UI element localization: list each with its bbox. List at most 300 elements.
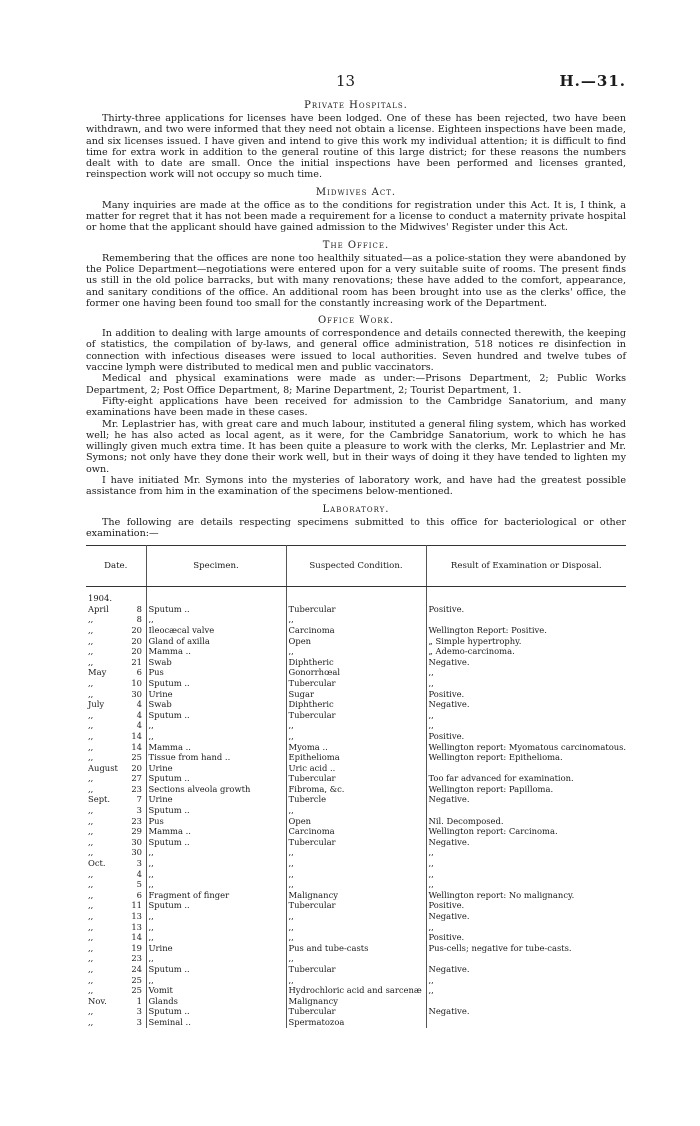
day: 23 [131,953,142,964]
result-cell: ,, [428,879,434,890]
day: 8 [136,603,142,614]
day: 6 [136,667,142,678]
month: ,, [88,932,94,943]
month: ,, [88,773,94,784]
condition-cell: ,, [286,879,426,890]
date-cell [86,604,146,615]
date-cell [86,752,146,763]
table-row [86,646,626,657]
table-row [86,911,626,922]
specimen-cell: Seminal .. [146,1017,286,1028]
day: 20 [131,635,142,646]
table-row-year [86,587,626,604]
paragraph: I have initiated Mr. Symons into the mysteries of laboratory work, and have had the greatest possible assistance from him in the examination of the specimens below-mentioned. [86,475,626,498]
month: ,, [88,752,94,763]
specimen-cell: Pus [146,667,286,678]
table-header-row [86,546,626,587]
day: 25 [131,974,142,985]
specimen-cell: ,, [146,614,286,625]
result-cell: ,, [428,868,434,879]
document-reference: H.—31. [559,72,626,90]
specimen-cell: Sputum .. [146,604,286,615]
specimen-cell: Sputum .. [146,805,286,816]
specimen-cell: Urine [146,689,286,700]
date-cell [86,847,146,858]
specimen-cell: Fragment of finger [146,890,286,901]
condition-cell: ,, [286,614,426,625]
month: ,, [88,709,94,720]
result-cell: Negative. [428,1006,470,1017]
date-cell [86,699,146,710]
day: 20 [131,646,142,657]
date-cell [86,911,146,922]
month: Oct. [88,858,106,869]
date-cell [86,667,146,678]
month: ,, [88,911,94,922]
day: 25 [131,985,142,996]
day: 30 [131,836,142,847]
date-cell [86,646,146,657]
table-row [86,837,626,848]
date-cell [86,837,146,848]
month: ,, [88,868,94,879]
result-cell: Negative. [428,836,470,847]
specimen-cell: Gland of axilla [146,636,286,647]
month: ,, [88,889,94,900]
condition-cell: Spermatozoa [286,1017,426,1028]
date-cell [86,720,146,731]
day: 7 [136,794,142,805]
month: ,, [88,805,94,816]
date-cell [86,879,146,890]
section-title-the-office: The Office. [322,239,390,251]
day: 30 [131,688,142,699]
month: ,, [88,985,94,996]
table-row [86,975,626,986]
table-row [86,879,626,890]
paragraph: Many inquiries are made at the office as to the conditions for registration under this Act. It is, I think, a matter for regret that it has not been made a requirement for a license to conduct a maternity private hospital or home that the applicant should have gained admission to the Midwives' Register under this Act. [86,199,626,234]
result-cell: „ Ademo-carcinoma. [428,646,515,657]
day: 25 [131,752,142,763]
date-cell [86,826,146,837]
table-row [86,1006,626,1017]
column-header-specimen: Specimen. [146,546,286,587]
month: ,, [88,900,94,911]
day: 3 [136,1016,142,1027]
specimen-cell: Sputum .. [146,837,286,848]
table-row [86,794,626,805]
specimen-cell: Mamma .. [146,646,286,657]
specimen-cell: ,, [146,922,286,933]
result-cell: Positive. [428,603,465,614]
condition-cell: ,, [286,731,426,742]
condition-cell: Uric acid .. [286,763,426,774]
condition-cell: Tubercular [286,604,426,615]
date-cell [86,614,146,625]
condition-cell: ,, [286,953,426,964]
condition-cell: Myoma .. [286,742,426,753]
date-cell [86,953,146,964]
month: ,, [88,963,94,974]
day: 20 [131,624,142,635]
date-cell [86,1006,146,1017]
table-row [86,742,626,753]
table-row [86,689,626,700]
month: ,, [88,974,94,985]
month: ,, [88,1006,94,1017]
table-row [86,922,626,933]
condition-cell: Carcinoma [286,826,426,837]
date-cell [86,657,146,668]
specimen-cell: Ileocæcal valve [146,625,286,636]
condition-cell: Tubercular [286,773,426,784]
result-cell: ,, [428,858,434,869]
table-row [86,869,626,880]
month: ,, [88,614,94,625]
condition-cell: ,, [286,932,426,943]
month: ,, [88,783,94,794]
specimen-cell: Urine [146,943,286,954]
day: 14 [131,741,142,752]
paragraph: The following are details respecting specimens submitted to this office for bacteriological or other examination:— [86,516,626,539]
specimen-cell: Vomit [146,985,286,996]
specimen-cell: ,, [146,847,286,858]
day: 23 [131,815,142,826]
day: 14 [131,730,142,741]
condition-cell: Malignancy [286,890,426,901]
day: 24 [131,963,142,974]
day: 19 [131,942,142,953]
paragraph: Thirty-three applications for licenses have been lodged. One of these has been rejected, two have been withdrawn, and two were informed that they need not obtain a license. Eighteen inspections have been made, and six licenses issued. I have given and intend to give this work my individual attention; it is difficult to find time for extra work in addition to the general routine of this large district; for these reasons the numbers dealt with to date are small. Once the initial inspections have been performed and licenses granted, reinspection work will not occupy so much time. [86,113,626,181]
day: 6 [136,889,142,900]
column-header-condition: Suspected Condition. [286,546,426,587]
date-cell [86,742,146,753]
specimen-cell: Sputum .. [146,900,286,911]
month: ,, [88,1016,94,1027]
table-row [86,985,626,996]
date-cell [86,1017,146,1028]
specimen-cell: Sputum .. [146,710,286,721]
month: ,, [88,656,94,667]
paragraph: In addition to dealing with large amounts of correspondence and details connected therewith, the keeping of statistics, the compilation of by-laws, and general office administration, 518 notices re disinfection in connection with infectious diseases were issued to local authorities. Seven hundred and twelve tubes of vaccine lymph were distributed to medical men and public vaccinators. [86,328,626,374]
result-cell: Nil. Decomposed. [428,815,504,826]
document-page [86,72,626,1028]
date-cell [86,794,146,805]
condition-cell: Hydrochloric acid and sarcenæ [286,985,426,996]
specimen-cell: Swab [146,657,286,668]
table-row [86,710,626,721]
condition-cell: Tubercular [286,678,426,689]
month: ,, [88,836,94,847]
table-row [86,731,626,742]
result-cell: Wellington report: Epithelioma. [428,752,563,763]
table-row [86,773,626,784]
table-row [86,847,626,858]
condition-cell: ,, [286,922,426,933]
date-cell [86,731,146,742]
month: ,, [88,635,94,646]
specimen-cell: Swab [146,699,286,710]
date-cell [86,869,146,880]
result-cell: ,, [428,677,434,688]
specimen-cell: Sputum .. [146,678,286,689]
condition-cell: Diphtheric [286,699,426,710]
table-row [86,784,626,795]
specimen-cell: ,, [146,858,286,869]
day: 4 [136,720,142,731]
month: ,, [88,730,94,741]
result-cell: ,, [428,847,434,858]
table-row [86,953,626,964]
result-cell: ,, [428,985,434,996]
month: Sept. [88,794,111,805]
column-header-result: Result of Examination or Disposal. [426,546,626,587]
condition-cell: ,, [286,805,426,816]
condition-cell: Sugar [286,689,426,700]
date-cell [86,858,146,869]
condition-cell: Tubercular [286,964,426,975]
table-row [86,900,626,911]
date-cell [86,975,146,986]
result-cell: Negative. [428,963,470,974]
date-cell [86,996,146,1007]
date-cell [86,678,146,689]
table-row [86,625,626,636]
condition-cell: Open [286,636,426,647]
month: ,, [88,741,94,752]
date-cell [86,710,146,721]
column-header-date: Date. [86,546,146,587]
table-row [86,932,626,943]
month: July [88,699,105,710]
result-cell: Negative. [428,656,470,667]
date-cell [86,636,146,647]
table-row [86,858,626,869]
result-cell: ,, [428,709,434,720]
condition-cell: ,, [286,847,426,858]
specimen-cell: Glands [146,996,286,1007]
day: 13 [131,911,142,922]
date-cell [86,964,146,975]
condition-cell: Tubercular [286,837,426,848]
day: 27 [131,773,142,784]
result-cell: Wellington report: No malignancy. [428,889,575,900]
section-title-office-work: Office Work. [317,315,395,327]
month: ,, [88,879,94,890]
table-row [86,657,626,668]
month: ,, [88,688,94,699]
result-cell: Wellington Report: Positive. [428,624,547,635]
specimen-cell: ,, [146,975,286,986]
section-title-laboratory: Laboratory. [322,503,390,515]
result-cell [426,953,626,964]
condition-cell: Malignancy [286,996,426,1007]
condition-cell: Tubercular [286,710,426,721]
table-row [86,1017,626,1028]
specimen-cell: Sputum .. [146,1006,286,1017]
specimen-cell: ,, [146,879,286,890]
specimen-cell: ,, [146,869,286,880]
result-cell: ,, [428,720,434,731]
day: 21 [131,656,142,667]
result-cell: Wellington report: Papilloma. [428,783,554,794]
specimen-cell: Tissue from hand .. [146,752,286,763]
table-row [86,614,626,625]
condition-cell: Tubercle [286,794,426,805]
result-cell [426,614,626,625]
table-row [86,964,626,975]
day: 29 [131,826,142,837]
day: 8 [136,614,142,625]
date-cell [86,890,146,901]
day: 5 [136,879,142,890]
table-row [86,699,626,710]
month: May [88,667,107,678]
date-cell [86,985,146,996]
table-row [86,805,626,816]
day: 13 [131,921,142,932]
section-title-private-hospitals: Private Hospitals. [304,100,408,111]
day: 4 [136,699,142,710]
day: 23 [131,783,142,794]
table-row [86,636,626,647]
condition-cell: Tubercular [286,900,426,911]
result-cell: Positive. [428,900,465,911]
result-cell: Negative. [428,699,470,710]
specimen-cell: Urine [146,763,286,774]
date-cell [86,689,146,700]
specimen-cell: Sputum .. [146,773,286,784]
table-row [86,667,626,678]
condition-cell: ,, [286,858,426,869]
day: 4 [136,868,142,879]
result-cell: Positive. [428,932,465,943]
specimen-cell: Mamma .. [146,826,286,837]
condition-cell: Carcinoma [286,625,426,636]
month: ,, [88,720,94,731]
month: ,, [88,826,94,837]
table-row [86,752,626,763]
condition-cell: Tubercular [286,1006,426,1017]
result-cell: Positive. [428,730,465,741]
specimen-cell: Urine [146,794,286,805]
paragraph: Remembering that the offices are none too healthily situated—as a police-station they were abandoned by the Police Department—negotiations were entered upon for a very suitable suite of rooms. The present finds us still in the old police barracks, but with many renovations; these have added to the comfort, appearance, and sanitary conditions of the office. An additional room has been brought into use as the clerks' office, the former one having been found too small for the constantly increasing work of the Department. [86,252,626,309]
specimen-cell: Sputum .. [146,964,286,975]
result-cell: ,, [428,921,434,932]
specimen-cell: Mamma .. [146,742,286,753]
date-cell [86,816,146,827]
day: 3 [136,858,142,869]
condition-cell: ,, [286,975,426,986]
month: ,, [88,677,94,688]
page-header [86,72,626,94]
result-cell [426,763,626,774]
condition-cell: Epithelioma [286,752,426,763]
month: ,, [88,815,94,826]
date-cell [86,805,146,816]
section-title-midwives-act: Midwives Act. [315,186,397,198]
result-cell: Pus-cells; negative for tube-casts. [428,942,572,953]
month: Nov. [88,995,107,1006]
result-cell: „ Simple hypertrophy. [428,635,522,646]
specimen-cell: ,, [146,731,286,742]
day: 10 [131,677,142,688]
day: 14 [131,932,142,943]
month: ,, [88,847,94,858]
table-row [86,816,626,827]
condition-cell: ,, [286,646,426,657]
year-cell: 1904. [86,587,146,604]
day: 4 [136,709,142,720]
date-cell [86,625,146,636]
table-row [86,943,626,954]
date-cell [86,922,146,933]
month: ,, [88,942,94,953]
table-row [86,890,626,901]
date-cell [86,943,146,954]
condition-cell: Fibroma, &c. [286,784,426,795]
paragraph: Medical and physical examinations were made as under:—Prisons Department, 2; Public Works Department, 2; Post Office Department, 8; Marine Department, 2; Tourist Department, 1. [86,373,626,396]
condition-cell: Gonorrhœal [286,667,426,678]
condition-cell: ,, [286,911,426,922]
result-cell: Negative. [428,794,470,805]
table-row [86,763,626,774]
result-cell: ,, [428,667,434,678]
condition-cell: Diphtheric [286,657,426,668]
day: 30 [131,847,142,858]
date-cell [86,784,146,795]
condition-cell: Open [286,816,426,827]
specimen-cell: ,, [146,932,286,943]
result-cell: Wellington report: Carcinoma. [428,826,558,837]
specimen-cell: Sections alveola growth [146,784,286,795]
result-cell: Wellington report: Myomatous carcinomatous. [428,741,626,752]
table-row [86,996,626,1007]
result-cell: Too far advanced for examination. [428,773,574,784]
month: ,, [88,953,94,964]
table-row [86,678,626,689]
laboratory-table [86,545,626,1027]
paragraph: Mr. Leplastrier has, with great care and much labour, instituted a general filing system, which has worked well; he has also acted as local agent, as it were, for the Cambridge Sanatorium, work to which he has willingly given much extra time. It has been quite a pleasure to work with the clerks, Mr. Leplastrier and Mr. Symons; not only have they done their work well, but in their ways of doing it they have tended to lighten my own. [86,418,626,475]
date-cell [86,900,146,911]
paragraph: Fifty-eight applications have been received for admission to the Cambridge Sanatorium, and many examinations have been made in these cases. [86,395,626,419]
month: ,, [88,624,94,635]
result-cell: Positive. [428,688,465,699]
month: ,, [88,921,94,932]
table-row [86,604,626,615]
day: 20 [131,762,142,773]
month: April [88,603,109,614]
date-cell [86,763,146,774]
condition-cell: Pus and tube-casts [286,943,426,954]
date-cell [86,773,146,784]
day: 1 [136,995,142,1006]
result-cell: ,, [428,974,434,985]
day: 3 [136,805,142,816]
month: ,, [88,646,94,657]
date-cell [86,932,146,943]
page-number: 13 [336,72,356,90]
table-row [86,720,626,731]
specimen-cell: ,, [146,911,286,922]
result-cell [426,996,626,1007]
specimen-cell: Pus [146,816,286,827]
day: 11 [131,900,142,911]
month: August [88,762,118,773]
condition-cell: ,, [286,869,426,880]
day: 3 [136,1006,142,1017]
result-cell [426,805,626,816]
